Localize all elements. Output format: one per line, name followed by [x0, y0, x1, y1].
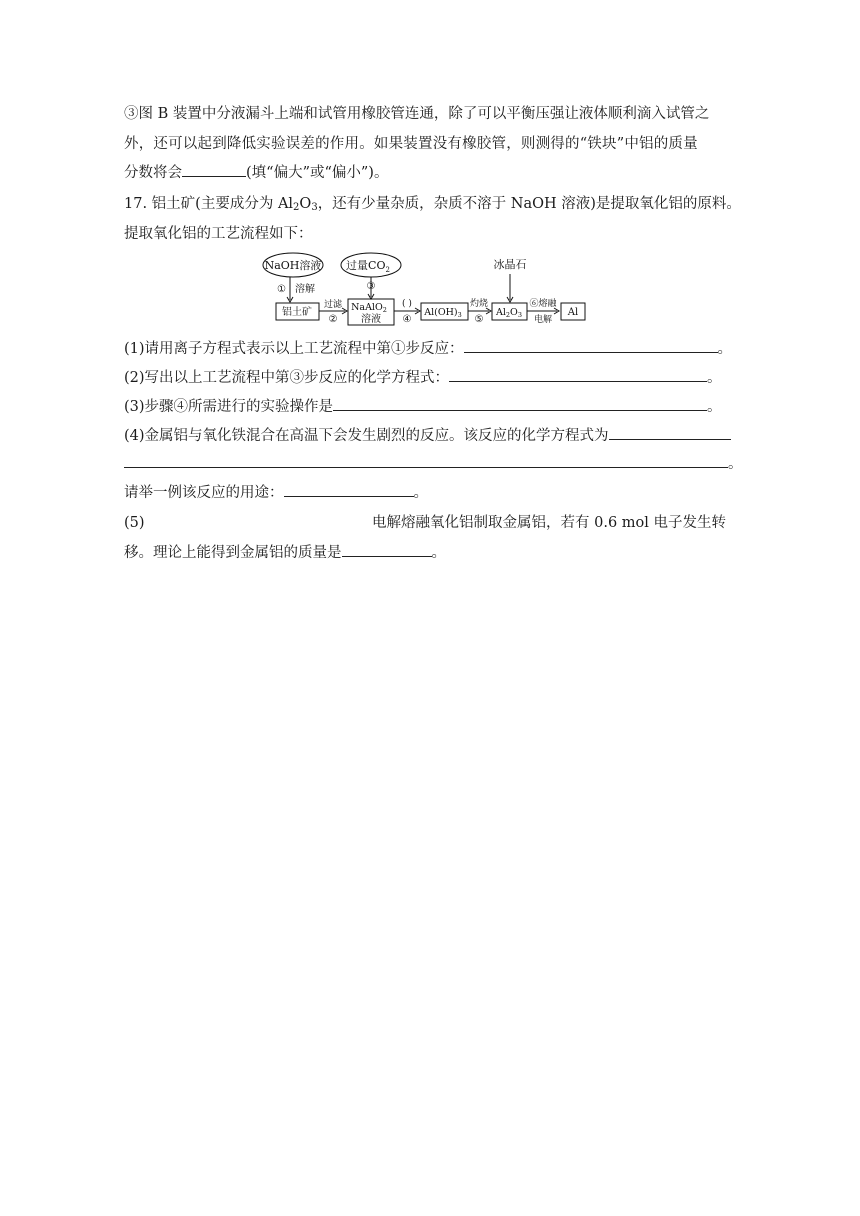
- q16-line-1-text: ③图 B 装置中分液漏斗上端和试管用橡胶管连通，除了可以平衡压强让液体顺利滴入试管之: [124, 106, 710, 122]
- q16-line-3-text-a: 分数将会: [124, 165, 182, 181]
- answer-blank-3[interactable]: [333, 396, 707, 411]
- q17-part-4-use-text: 请举一例该反应的用途：: [124, 485, 284, 501]
- answer-blank-1[interactable]: [464, 338, 718, 353]
- q17-part-5-text-b: 移。理论上能得到金属铝的质量是: [124, 545, 342, 561]
- q17-part-3-text: (3)步骤④所需进行的实验操作是: [124, 399, 334, 415]
- q17-part-2: [124, 367, 722, 388]
- burn-label: 灼烧: [469, 299, 489, 309]
- q17-part-5-text-a: 电解熔融氧化铝制取金属铝，若有 0.6 mol 电子发生转: [372, 515, 727, 531]
- q17-part-5-number: (5): [124, 515, 145, 531]
- bauxite-label: 铝土矿: [282, 307, 312, 318]
- q17-line-1-rest: ，还有少量杂质，杂质不溶于 NaOH 溶液)是提取氧化铝的原料。: [317, 196, 741, 212]
- answer-blank-5[interactable]: [342, 542, 432, 557]
- answer-blank-4c[interactable]: [284, 482, 414, 497]
- step-4: ④: [402, 314, 412, 325]
- q17-bauxite: 铝土矿: [151, 196, 196, 212]
- step-1: ①: [277, 284, 286, 295]
- al2o3-label: $Al_2O_3$: [496, 307, 522, 319]
- q17-part-5-line-2: [124, 542, 446, 563]
- period: 。: [431, 545, 446, 561]
- period: 。: [717, 341, 733, 357]
- cryolite-label: 冰晶石: [493, 258, 527, 271]
- q17-number: 17.: [124, 196, 148, 212]
- naalo2-label: NaAlO$_2$: [351, 302, 387, 314]
- q17-formula-b: O: [299, 196, 312, 212]
- q17-formula-a: (主要成分为 Al: [195, 196, 294, 212]
- period: 。: [413, 485, 428, 501]
- electrolysis-label: 电解: [533, 315, 553, 325]
- q17-part-1: [124, 338, 732, 359]
- period: 。: [728, 456, 743, 472]
- naalo2-solution-label: 溶液: [361, 314, 381, 325]
- step-3: ③: [366, 281, 376, 292]
- step-1-label: 溶解: [295, 284, 315, 295]
- q16-line-2: 外，还可以起到降低实验误差的作用。如果装置没有橡胶管，则测得的“铁块”中铝的质量: [124, 136, 698, 152]
- aloh3-label: $Al(OH)_3$: [424, 307, 462, 319]
- q16-line-1: [124, 104, 736, 124]
- step-4-blank: ( ): [402, 299, 412, 309]
- q16-line-3: [124, 162, 388, 183]
- al-label: Al: [567, 307, 579, 318]
- q17-part-2-text: (2)写出以上工艺流程中第③步反应的化学方程式：: [124, 370, 450, 386]
- q17-part-4-text: (4)金属铝与氧化铁混合在高温下会发生剧烈的反应。该反应的化学方程式为: [124, 428, 609, 444]
- filter-label: 过滤: [323, 300, 343, 310]
- process-flowchart: [262, 252, 592, 328]
- answer-blank-4a[interactable]: [609, 425, 731, 440]
- period: 。: [707, 399, 722, 415]
- step-2: ②: [328, 314, 338, 325]
- answer-blank-q16[interactable]: [182, 162, 246, 177]
- q17-line-2: 提取氧化铝的工艺流程如下：: [124, 226, 313, 242]
- period: 。: [707, 370, 722, 386]
- q17-part-4-use: [124, 482, 428, 503]
- naoh-label: NaOH溶液: [264, 259, 322, 272]
- q17-part-4: [124, 425, 731, 446]
- co2-label: 过量$CO_2$: [346, 259, 390, 274]
- q16-line-3-text-b: (填“偏大”或“偏小”)。: [246, 165, 389, 181]
- q17-part-1-text: (1)请用离子方程式表示以上工艺流程中第①步反应：: [124, 341, 464, 357]
- q17-part-4-continued: [124, 453, 743, 474]
- answer-blank-2[interactable]: [449, 367, 707, 382]
- q17-part-3: [124, 396, 722, 417]
- step-6: ⑥熔融: [529, 299, 557, 309]
- q17-line-1: 17. 铝土矿(主要成分为 $Al_2O_3$，还有少量杂质，杂质不溶于 NaOH 溶液)是提取氧化铝的原料。: [124, 196, 741, 213]
- step-5: ⑤: [474, 314, 484, 325]
- answer-blank-4b[interactable]: [124, 453, 728, 468]
